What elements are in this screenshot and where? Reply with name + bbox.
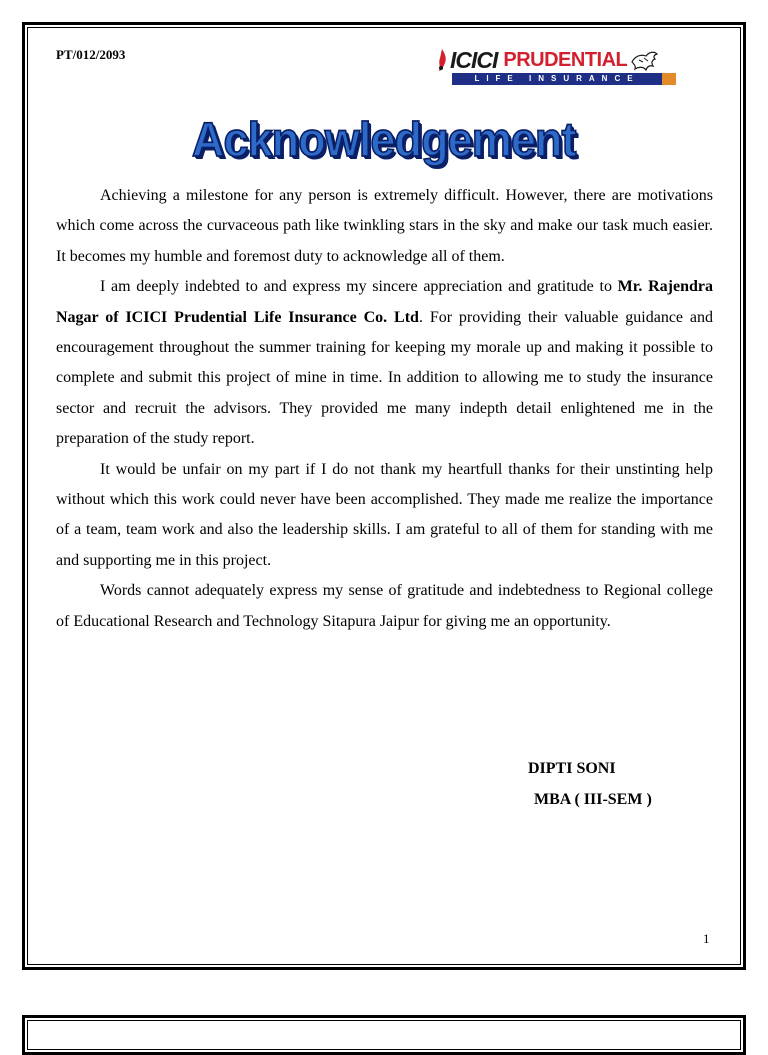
- paragraph-2-intro: I am deeply indebted to and express my sincere appreciation and gratitude to: [100, 278, 618, 296]
- page-heading: [0, 112, 768, 166]
- page-number: 1: [703, 931, 710, 946]
- reference-number: PT/012/2093: [56, 47, 126, 62]
- flame-icon: [436, 48, 448, 72]
- logo-band-accent: [662, 73, 676, 85]
- lion-icon: [629, 48, 659, 72]
- logo-brand-prudential: PRUDENTIAL: [503, 48, 628, 71]
- heading-text: Acknowledgement: [192, 111, 576, 167]
- paragraph-3: It would be unfair on my part if I do not thank my heartfull thanks for their unstinting help without which this work could never have been accomplished. They made me realize the importance of a team, team work and also the leadership skills. I am grateful to all of them for standing with me and supporting me in this project.: [56, 460, 713, 569]
- signature-course: MBA ( III-SEM ): [534, 791, 652, 808]
- mentor-name: Mr. Rajendra Nagar of ICICI Prudential Life Insurance Co. Ltd: [56, 278, 713, 326]
- paragraph-1: Achieving a milestone for any person is extremely difficult. However, there are motivations which come across the curvaceous path like twinkling stars in the sky and make our task much easier. It becomes my humble and foremost duty to acknowledge all of them.: [56, 187, 713, 265]
- signature-name: DIPTI SONI: [528, 760, 616, 777]
- icici-prudential-logo: [436, 46, 714, 90]
- paragraph-2: [56, 272, 713, 454]
- paragraph-4: Words cannot adequately express my sense of gratitude and indebtedness to Regional college of Educational Research and Technology Sitapura Jaipur for giving me an opportunity.: [56, 582, 713, 630]
- logo-brand-icici: ICICI: [450, 46, 498, 73]
- paragraph-2-rest: . For providing their valuable guidance and encouragement throughout the summer training for keeping my morale up and making it possible to complete and submit this project of mine in time. In addition to allowing me to study the insurance sector and recruit the advisors. They provided me many indepth detail enlightened me in the preparation of the study report.: [56, 308, 714, 448]
- logo-tagline: LIFE INSURANCE: [452, 73, 662, 85]
- logo-wordmark: [436, 46, 659, 74]
- acknowledgement-body: [56, 181, 713, 637]
- next-page-border-inner: [27, 1020, 741, 1050]
